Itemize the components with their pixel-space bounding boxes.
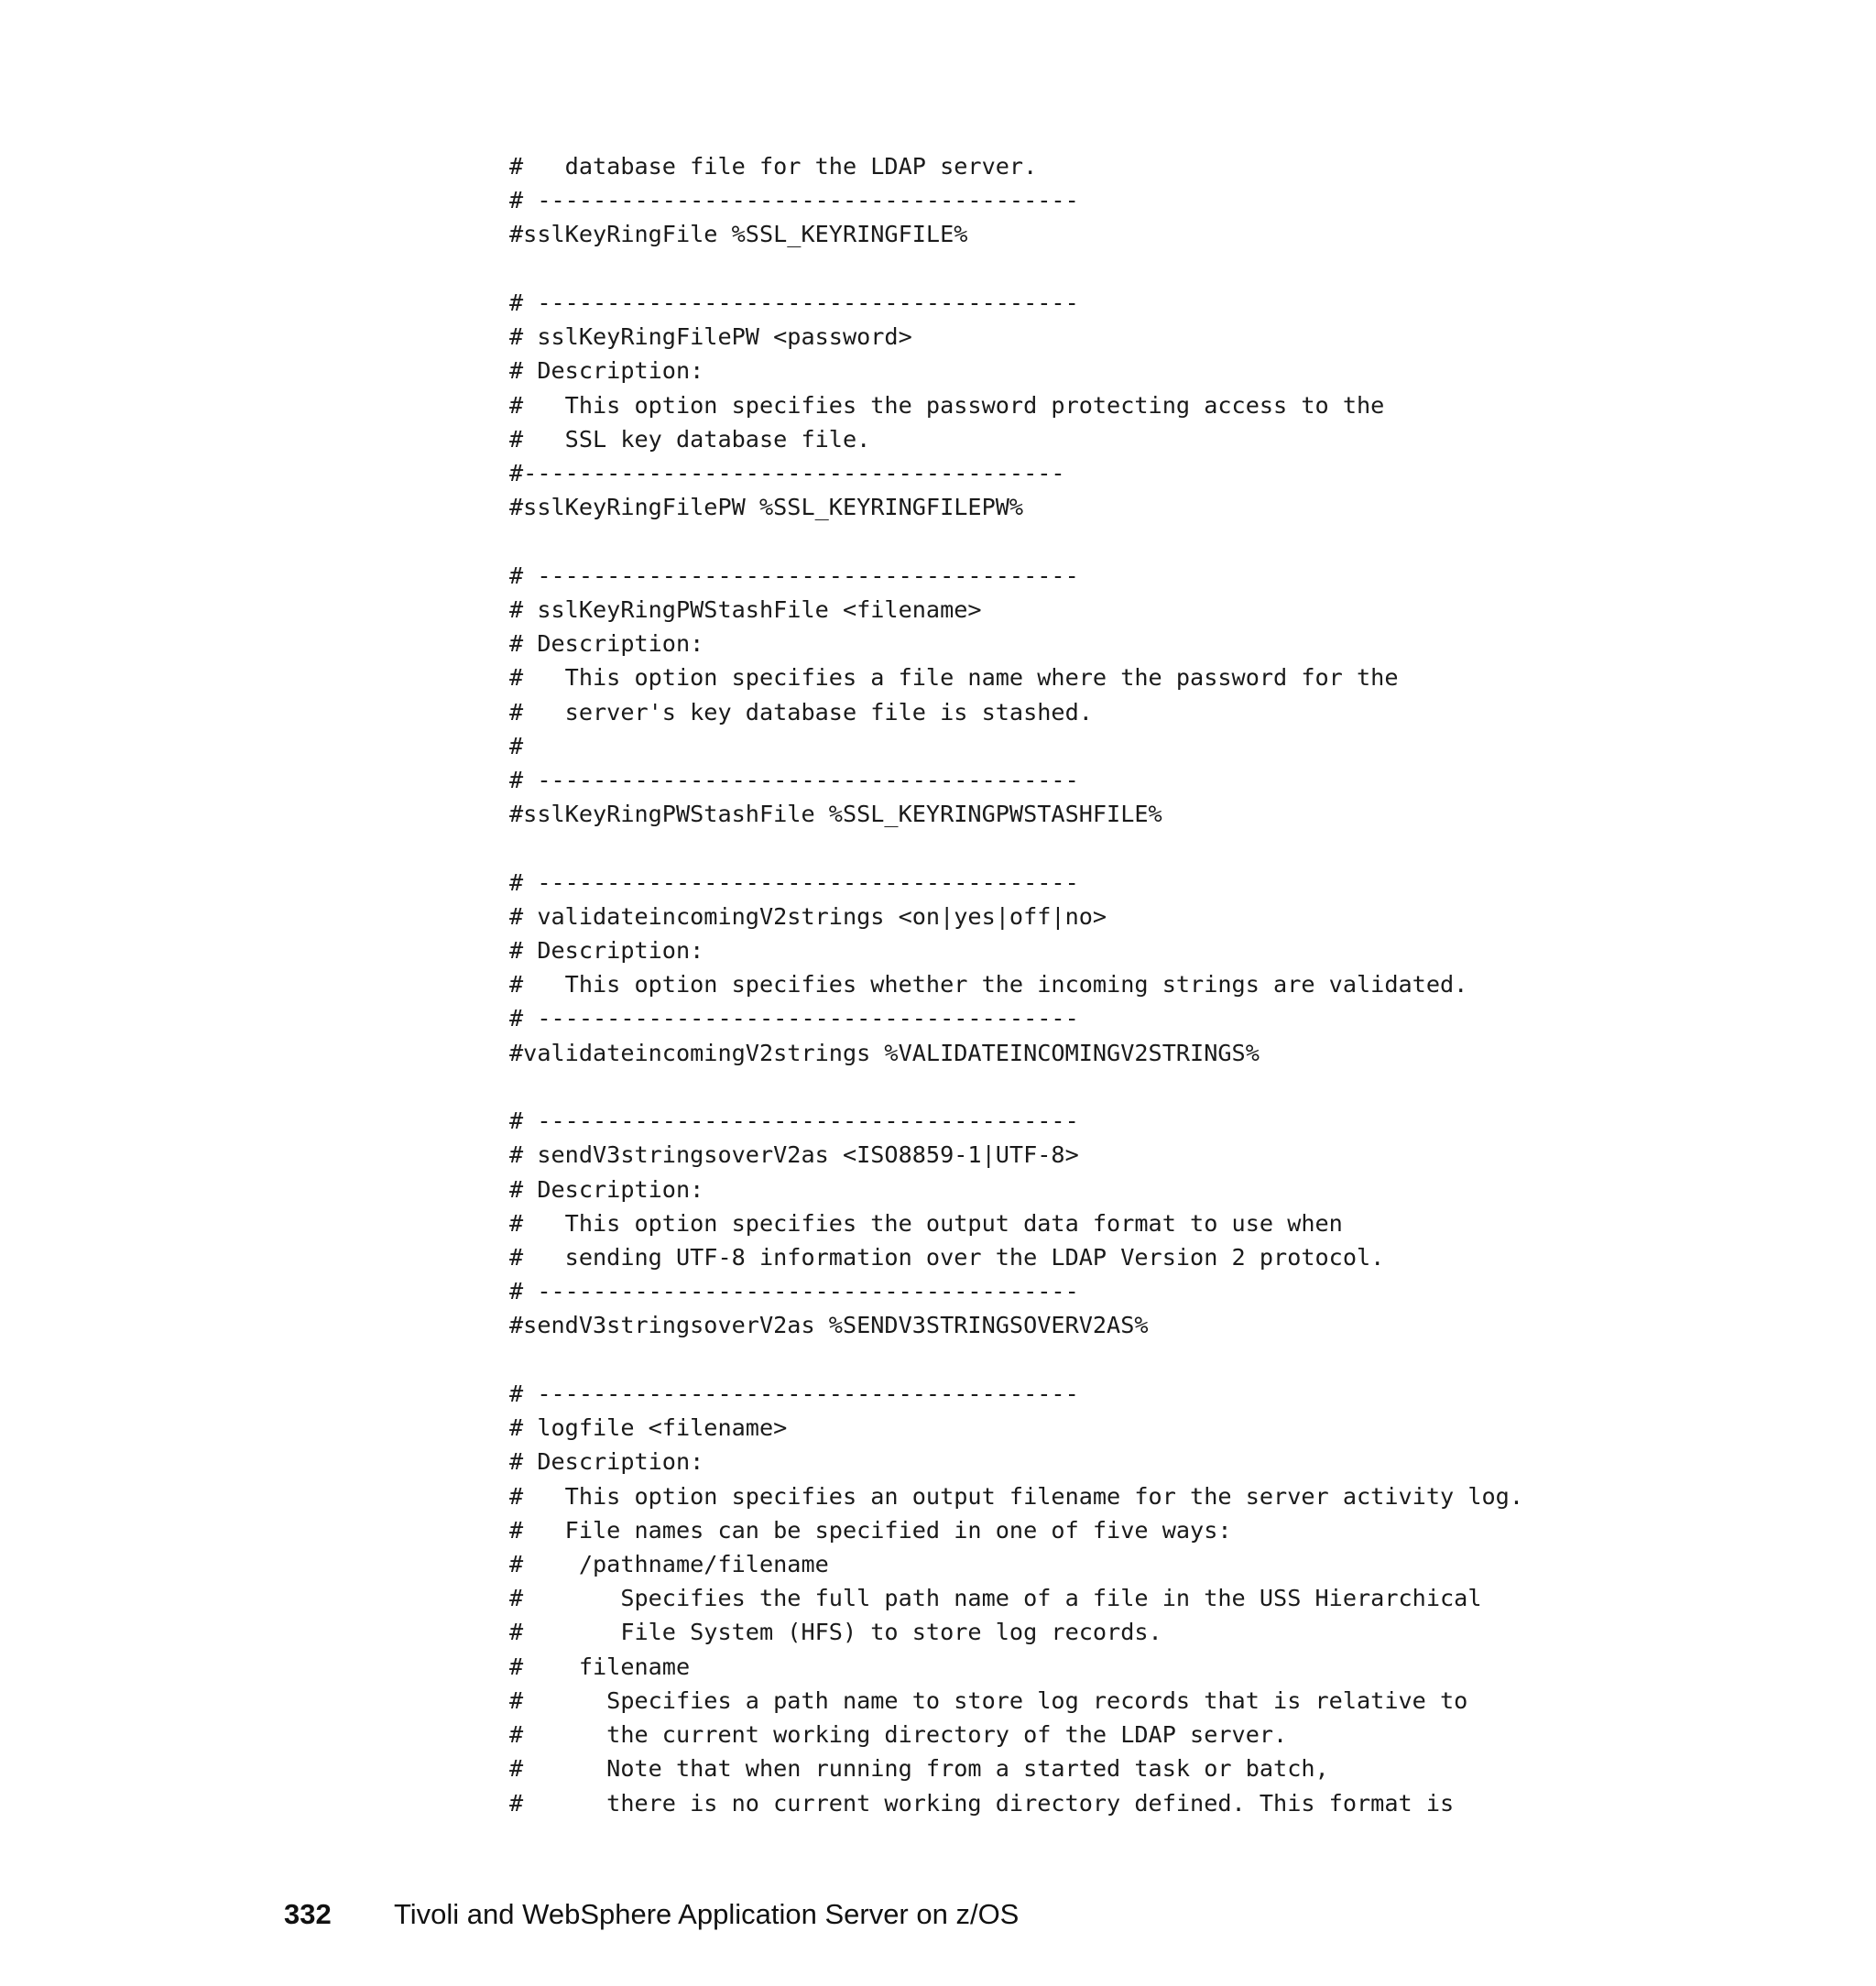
code-line: #sendV3stringsoverV2as %SENDV3STRINGSOVERV2AS% [509,1312,1149,1339]
code-line: #sslKeyRingFilePW %SSL_KEYRINGFILEPW% [509,494,1024,521]
code-line: # [509,732,524,759]
code-line: # server's key database file is stashed. [509,698,1093,726]
code-line: # filename [509,1653,691,1680]
code-line [509,524,1523,558]
code-line: # This option specifies an output filename for the server activity log. [509,1482,1523,1510]
code-line: # logfile <filename> [509,1414,788,1442]
code-line: # This option specifies whether the incoming strings are validated. [509,971,1468,998]
code-line: # This option specifies a file name where the password for the [509,664,1399,692]
code-line: # This option specifies the password protecting access to the [509,391,1385,419]
code-line: # sending UTF-8 information over the LDAP Version 2 protocol. [509,1244,1385,1271]
code-line: # sslKeyRingFilePW <password> [509,323,912,351]
code-line: # Specifies a path name to store log records that is relative to [509,1686,1468,1714]
code-line [509,1070,1523,1104]
code-line: # Description: [509,630,704,658]
code-line: # File names can be specified in one of five ways: [509,1516,1232,1544]
code-line: # Note that when running from a started task or batch, [509,1755,1329,1783]
code-line: #--------------------------------------- [509,459,1065,486]
code-line: # Description: [509,1175,704,1203]
code-line: # Description: [509,357,704,385]
code-line: # sendV3stringsoverV2as <ISO8859-1|UTF-8> [509,1141,1079,1169]
code-line: # File System (HFS) to store log records. [509,1619,1162,1646]
code-line: # --------------------------------------- [509,289,1079,316]
code-line: #sslKeyRingFile %SSL_KEYRINGFILE% [509,221,968,248]
code-line: # sslKeyRingPWStashFile <filename> [509,595,982,623]
page-number: 332 [284,1898,332,1930]
code-line: # Specifies the full path name of a file in the USS Hierarchical [509,1585,1482,1612]
code-line: # --------------------------------------- [509,562,1079,589]
code-line: # --------------------------------------- [509,187,1079,214]
code-line: # This option specifies the output data format to use when [509,1209,1343,1237]
code-line: # the current working directory of the LDAP server. [509,1721,1288,1749]
code-line: # /pathname/filename [509,1550,829,1577]
code-line: #validateincomingV2strings %VALIDATEINCOMINGV2STRINGS% [509,1039,1260,1066]
code-line: # --------------------------------------- [509,868,1079,896]
code-line [509,252,1523,286]
code-line: # SSL key database file. [509,425,871,453]
code-line: # there is no current working directory defined. This format is [509,1789,1455,1817]
code-line: # --------------------------------------- [509,1005,1079,1032]
code-line: # Description: [509,1448,704,1476]
code-line [509,831,1523,865]
code-line: # --------------------------------------- [509,1380,1079,1407]
code-line: #sslKeyRingPWStashFile %SSL_KEYRINGPWSTASHFILE% [509,801,1162,828]
code-line: # Description: [509,937,704,965]
page-footer [284,1896,1019,1933]
code-line: # --------------------------------------- [509,766,1079,793]
code-line: # database file for the LDAP server. [509,153,1038,180]
code-line: # --------------------------------------- [509,1278,1079,1305]
config-code-listing [509,149,1523,1820]
code-line [509,1343,1523,1377]
code-line: # validateincomingV2strings <on|yes|off|no> [509,902,1107,930]
book-title: Tivoli and WebSphere Application Server on z/OS [394,1898,1020,1930]
code-line: # --------------------------------------- [509,1108,1079,1135]
